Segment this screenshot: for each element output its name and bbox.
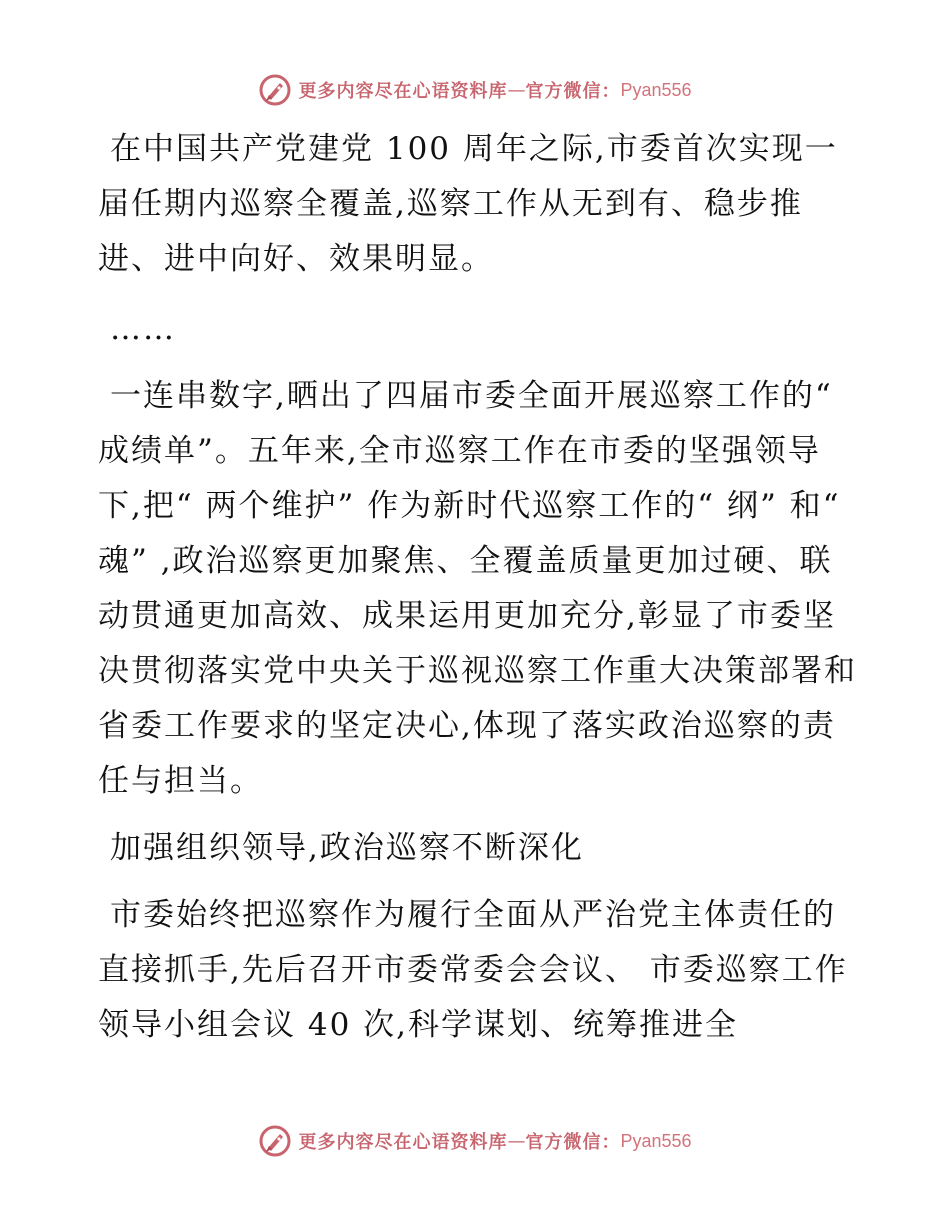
pen-nib-logo-icon	[258, 1124, 292, 1158]
paragraph-ellipsis: ……	[110, 311, 176, 347]
watermark-main-text: 更多内容尽在心语资料库	[298, 81, 508, 102]
footer-watermark	[0, 1121, 950, 1161]
section-heading: 加强组织领导,政治巡察不断深化	[110, 830, 584, 866]
watermark-wechat-label: 官方微信：	[525, 1132, 621, 1153]
paragraph-leadership: 市委始终把巡察作为履行全面从严治党主体责任的直接抓手,先后召开市委常委会会议、 市委巡察工作领导小组会议 40 次,科学谋划、统筹推进全	[98, 897, 848, 1043]
pen-nib-logo-icon	[258, 73, 292, 107]
watermark-wechat-id: Pyan556	[620, 79, 692, 100]
watermark-wechat-label: 官方微信：	[525, 81, 621, 102]
document-body	[98, 122, 858, 1053]
header-watermark	[0, 70, 950, 110]
paragraph-intro: 在中国共产党建党 100 周年之际,市委首次实现一届任期内巡察全覆盖,巡察工作从无到有、稳步推进、进中向好、效果明显。	[98, 131, 838, 277]
paragraph-achievements: 一连串数字,晒出了四届市委全面开展巡察工作的“ 成绩单”。五年来,全市巡察工作在市委的坚强领导下,把“ 两个维护” 作为新时代巡察工作的“ 纲” 和“ 魂” ,政治巡察更加聚焦、全覆盖质量更加过硬、联动贯通更加高效、成果运用更加充分,彰显了市委坚决贯彻落实党中央关于巡视巡察工作重大决策部署和省委工作要求的坚定决心,体现了落实政治巡察的责任与担当。	[98, 378, 857, 799]
watermark-wechat-id: Pyan556	[620, 1130, 692, 1151]
watermark-dash: —	[507, 1130, 526, 1152]
watermark-dash: —	[507, 79, 526, 101]
watermark-main-text: 更多内容尽在心语资料库	[298, 1132, 508, 1153]
